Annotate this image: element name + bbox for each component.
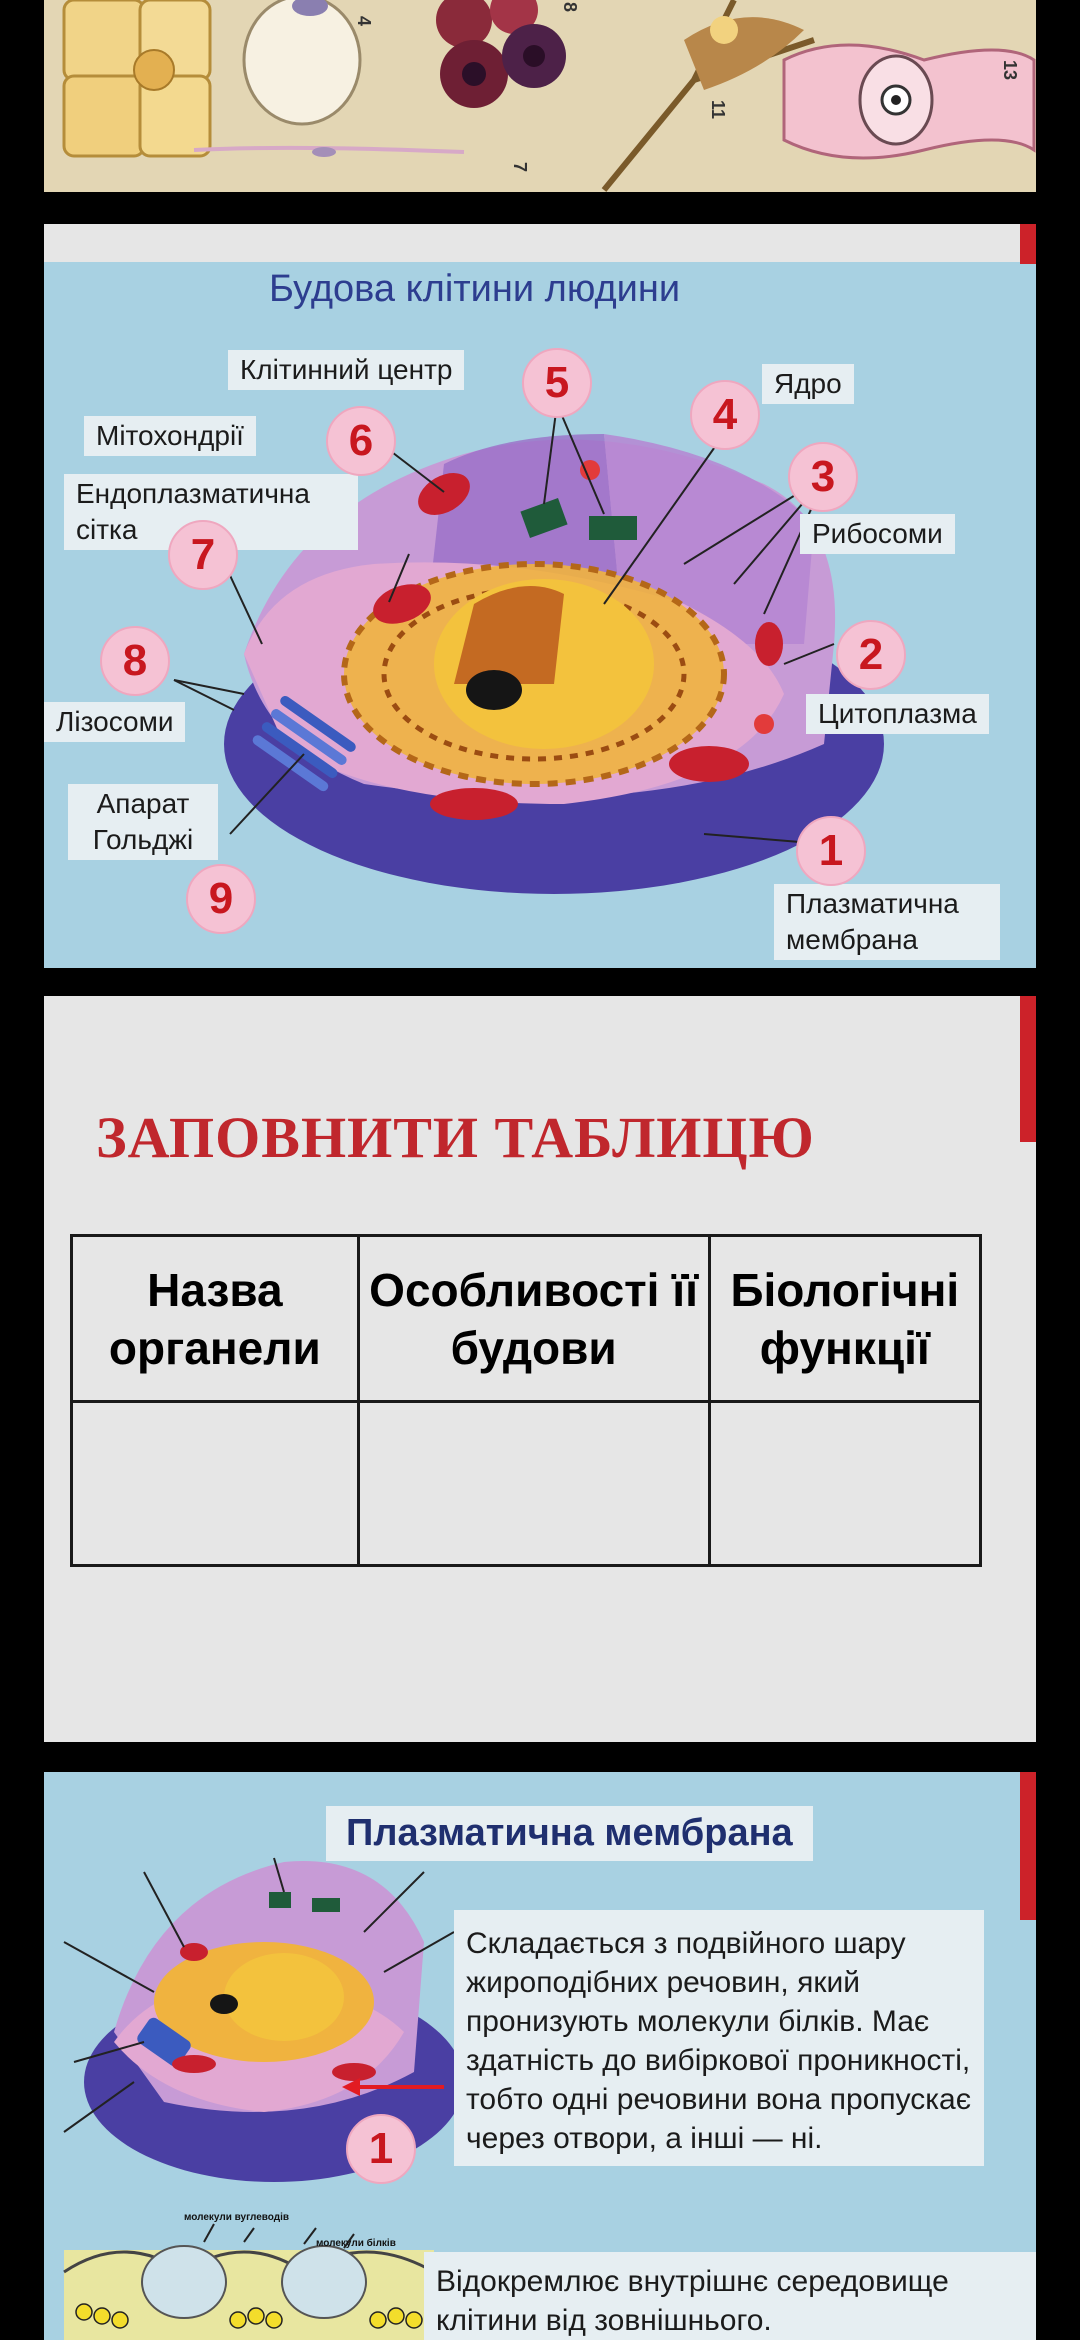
diagram-label: молекули вуглеводів xyxy=(184,2212,290,2223)
number-badge: 2 xyxy=(836,620,906,690)
organelle-table xyxy=(70,1234,982,1567)
slide-cell-types xyxy=(44,0,1036,192)
egg-cell-icon xyxy=(244,0,360,124)
number-badge: 1 xyxy=(346,2114,416,2184)
slide-accent-bar xyxy=(1020,996,1036,1142)
slide-fill-table xyxy=(44,996,1036,1742)
label-ribosomes: Рибосоми xyxy=(800,514,955,554)
number-badge: 4 xyxy=(690,380,760,450)
label-mitochondria: Мітохондрії xyxy=(84,416,256,456)
cell-number-label: 8 xyxy=(560,2,580,13)
label-golgi-apparatus: Апарат Гольджі xyxy=(68,784,218,860)
membrane-function: Відокремлює внутрішнє середовище клітини від зовнішнього. xyxy=(424,2252,1036,2340)
table-header-cell: Особливості її будови xyxy=(358,1236,709,1402)
label-cytoplasm: Цитоплазма xyxy=(806,694,989,734)
label-endoplasmic-reticulum: Ендоплазматична сітка xyxy=(64,474,358,550)
number-badge: 8 xyxy=(100,626,170,696)
number-badge: 3 xyxy=(788,442,858,512)
slide-title: Плазматична мембрана xyxy=(326,1806,813,1861)
diagram-label: молекули білків xyxy=(316,2238,396,2249)
cell-number-label: 4 xyxy=(354,16,374,27)
number-badge: 1 xyxy=(796,816,866,886)
cell-number-label: 7 xyxy=(510,162,530,173)
cell-number-label: 11 xyxy=(708,100,728,120)
table-cell[interactable] xyxy=(709,1402,980,1566)
table-header-cell: Назва органели xyxy=(72,1236,359,1402)
label-centrosome: Клітинний центр xyxy=(228,350,464,390)
label-nucleus: Ядро xyxy=(762,364,854,404)
slide-title: Будова клітини людини xyxy=(269,268,681,310)
membrane-description: Складається з подвійного шару жироподібних речовин, який пронизують молекули білків. Має здатність до вибіркової проникності, тобто одні речовини вона пропускає через отвори, а інші — ні. xyxy=(454,1910,984,2166)
label-plasma-membrane: Плазматична мембрана xyxy=(774,884,1000,960)
label-lysosomes: Лізосоми xyxy=(44,702,185,742)
blood-cells-icon xyxy=(436,0,566,108)
table-cell[interactable] xyxy=(358,1402,709,1566)
epithelial-cells-icon xyxy=(64,0,210,156)
cell-number-label: 13 xyxy=(1000,60,1020,81)
number-badge: 6 xyxy=(326,406,396,476)
slide-title: ЗАПОВНИТИ ТАБЛИЦЮ xyxy=(96,1105,815,1170)
table-header-cell: Біологічні функції xyxy=(709,1236,980,1402)
slide-cell-structure xyxy=(44,224,1036,968)
table-row xyxy=(72,1402,981,1566)
slide-plasma-membrane xyxy=(44,1772,1036,2340)
number-badge: 7 xyxy=(168,520,238,590)
cell-types-illustration xyxy=(44,0,1036,192)
plant-cell-icon xyxy=(784,45,1034,158)
table-cell[interactable] xyxy=(72,1402,359,1566)
table-header-row xyxy=(72,1236,981,1402)
number-badge: 5 xyxy=(522,348,592,418)
number-badge: 9 xyxy=(186,864,256,934)
